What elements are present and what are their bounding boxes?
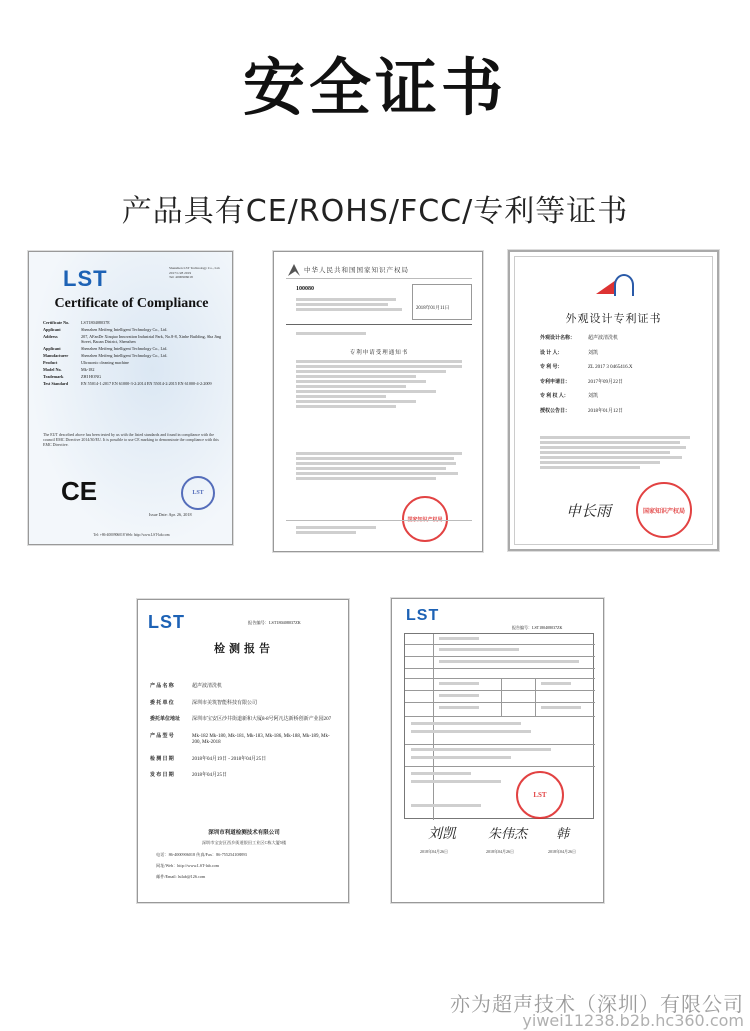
field-row — [150, 734, 336, 747]
field-row — [43, 360, 223, 365]
field-value: 刘凯 — [588, 350, 599, 356]
field-row — [150, 701, 336, 708]
field-value: Ultrasonic cleaning machine — [81, 359, 129, 365]
field-label: 发 布 日 期 — [150, 773, 174, 778]
field-row — [43, 353, 223, 358]
page-title: 安全证书 — [242, 51, 507, 124]
ce-certificate: LST Shenzhen LST Technology Co., Ltd. 2017/1/28 2019 Tel: 4000906018 Certificate of Compliance Certificate No. LST180408037E Applicant Shenzhen Meifeng Intelligent Technology Co., Ltd. Address 207, AFanDe Xinqiao Innovation Industrial Park, No.8-8, Xinhe Building, Sha Jing Street, Baoan District, Shenzhen Applicant Shenzhen Meifeng Intelligent Technology Co., Ltd. Manufacturer Shenzhen Meifeng Intelligent Technology Co., Ltd. Product Ultrasonic cleaning machine Model No. Mk-182 Trademark ZHI HONG Test Standard EN 55014-1:2017 EN 61000-3-2:2014 EN 55014-2:2015 EN 61000-4-2:2009 The EUT described above has been tested by us with the listed standards and found in compliance with the council EMC Directive 2014/30/EU. It is possible to use CE marking to demonstrate the compliance with this EMC Directive. CE LST Issue Date: Apr. 26, 2018 Tel: +86-4000906018 Web: http://www.LST-lab.com — [28, 251, 233, 545]
field-value: EN 55014-1:2017 EN 61000-3-2:2014 EN 55014-2:2015 EN 61000-4-2:2009 — [81, 380, 212, 386]
field-label: 专利申请日： — [540, 379, 571, 385]
field-row — [43, 334, 223, 345]
signature: 申长雨 — [566, 504, 612, 520]
field-value: Mk-182 Mk-180, Mk-181, Mk-183, Mk-186, Mk-188, Mk-189, Mk-200, Mk-2018 — [192, 733, 330, 745]
field-row — [43, 367, 223, 372]
field-value: Shenzhen Meifeng Intelligent Technology Co., Ltd. — [81, 346, 168, 352]
field-value: Shenzhen Meifeng Intelligent Technology Co., Ltd. — [81, 353, 168, 359]
field-label: Trademark — [43, 373, 64, 379]
sign-date-3: 2018年04月26日 — [548, 849, 576, 854]
field-label: 委托单位地址 — [150, 717, 181, 722]
testing-company-address: 深圳市宝安区西乡街道银田工业区C栋大厦5楼 — [201, 840, 287, 845]
field-label: Applicant — [43, 346, 61, 352]
field-label: Model No. — [43, 366, 62, 372]
postal-code: 100080 — [296, 286, 314, 292]
sipo-seal — [402, 496, 448, 542]
patent-emblem-icon — [596, 274, 636, 296]
lst-test-seal: LST — [516, 771, 564, 819]
ce-mark: CE — [61, 476, 98, 506]
field-label: 产 品 名 称 — [150, 684, 174, 689]
signature-1: 刘凯 — [428, 827, 456, 842]
field-label: 授权公告日： — [540, 408, 571, 414]
field-label: 专 利 权 人： — [540, 394, 569, 399]
test-report-cover — [137, 599, 349, 903]
patent-certificate-heading: 外观设计专利证书 — [565, 313, 662, 325]
field-label: Manufacturer — [43, 353, 69, 359]
testing-company: 深圳市利道检测技术有限公司 — [208, 830, 280, 836]
field-label: Applicant — [43, 326, 61, 332]
issue-date: Issue Date: Apr. 26, 2018 — [149, 512, 192, 517]
field-row — [540, 336, 700, 343]
field-value: Mk-182 — [81, 366, 95, 372]
field-value: ZHI HONG — [81, 373, 102, 379]
field-value: 深圳市宝安区沙井街道新和大厦8-8号阿凡达新桥创新产业园207 — [192, 717, 332, 722]
field-row — [540, 409, 700, 416]
lst-logo: LST — [148, 612, 185, 632]
field-value: 2017年09月22日 — [588, 379, 624, 385]
contact-email: 邮件/Email: lstlab@126.com — [156, 874, 206, 879]
certificate-fields — [43, 320, 223, 388]
lst-logo: LST — [406, 607, 440, 624]
field-value: 2018年04月25日 — [192, 773, 228, 778]
field-value: 超声波清洗机 — [588, 336, 619, 341]
field-value: ZL 2017 3 0465416.X — [588, 365, 633, 370]
field-value: 刘凯 — [588, 394, 599, 399]
notice-section-title: 专利申请受理通知书 — [349, 350, 409, 356]
report-number: 报告编号：LST180408037ZK — [248, 620, 301, 625]
design-patent-certificate — [508, 250, 719, 551]
field-row — [150, 757, 336, 764]
contact-tel: 电话：86-4000906018 传真/Fax：86-755254108893 — [156, 852, 247, 857]
notice-header: 中华人民共和国国家知识产权局 — [304, 267, 409, 274]
field-row — [540, 380, 700, 387]
sign-date-1: 2018年04月26日 — [420, 849, 448, 854]
report-fields — [150, 684, 336, 790]
field-label: 委 托 单 位 — [150, 700, 174, 706]
test-report-page — [391, 598, 604, 903]
field-row — [43, 374, 223, 379]
patent-application-notice — [273, 251, 483, 552]
report-table — [404, 633, 594, 819]
field-label: 产 品 型 号 — [150, 733, 174, 739]
patent-office-seal: 国家知识产权局 — [636, 482, 692, 538]
field-label: 外观设计名称： — [540, 336, 576, 341]
lst-logo: LST — [63, 266, 108, 291]
field-value: 深圳市美筑智能科技有限公司 — [192, 700, 258, 706]
field-label: 专 利 号： — [540, 365, 563, 370]
report-heading: 检测报告 — [214, 643, 274, 655]
field-value: 207, AFanDe Xinqiao Innovation Industrial Park, No.8-8, Xinhe Building, Sha Jing Street, Baoan District, Shenzhen — [81, 333, 222, 345]
field-label: 设 计 人： — [540, 350, 563, 356]
field-row — [150, 773, 336, 780]
field-value: 2018年04月19日 - 2018年04月25日 — [192, 756, 267, 762]
signature-2: 朱伟杰 — [488, 826, 528, 841]
field-row — [150, 684, 336, 691]
field-row — [43, 381, 223, 386]
certificate-heading: Certificate of Compliance — [54, 296, 209, 311]
field-label: Certificate No. — [43, 320, 70, 325]
notice-date: 2018年01月11日 — [416, 306, 450, 311]
contact-web: 网址/Web：http://www.LST-lab.com — [156, 863, 219, 868]
field-row — [43, 320, 223, 325]
field-value: 超声波清洗机 — [192, 684, 223, 689]
lst-seal: LST — [181, 476, 215, 510]
field-label: Product — [43, 359, 58, 365]
sipo-logo-icon — [288, 264, 300, 276]
site-watermark: yiwei11238.b2b.hc360.com — [522, 1011, 744, 1030]
field-value: LST180408037E — [81, 320, 110, 325]
field-row — [540, 365, 700, 372]
field-row — [43, 327, 223, 332]
report-number: 报告编号：LST180408037ZK — [512, 625, 563, 630]
page-subtitle: 产品具有CE/ROHS/FCC/专利等证书 — [121, 194, 629, 229]
field-row — [150, 717, 336, 724]
certificate-footer: Tel: +86-4000906018 Web: http://www.LST-lab.com — [93, 533, 170, 537]
field-label: Test Standard — [43, 380, 69, 386]
field-value: 2018年01月12日 — [588, 408, 624, 414]
field-value: Shenzhen Meifeng Intelligent Technology Co., Ltd. — [81, 326, 168, 332]
field-row — [540, 394, 700, 401]
field-row — [43, 346, 223, 351]
field-label: Address — [43, 333, 58, 339]
signature-3: 韩 — [556, 826, 570, 841]
sign-date-2: 2018年04月26日 — [486, 849, 514, 854]
field-row — [540, 351, 700, 358]
company-watermark: 亦为超声技术（深圳）有限公司 — [450, 992, 744, 1016]
certificate-statement: The EUT described above has been tested by us with the listed standards and found in compliance with the council EMC Directive 2014/30/EU. It is possible to use CE marking to demonstrate the compliance with this EMC Directive. — [43, 432, 219, 448]
patent-fields — [540, 336, 700, 423]
field-label: 检 测 日 期 — [150, 756, 174, 762]
